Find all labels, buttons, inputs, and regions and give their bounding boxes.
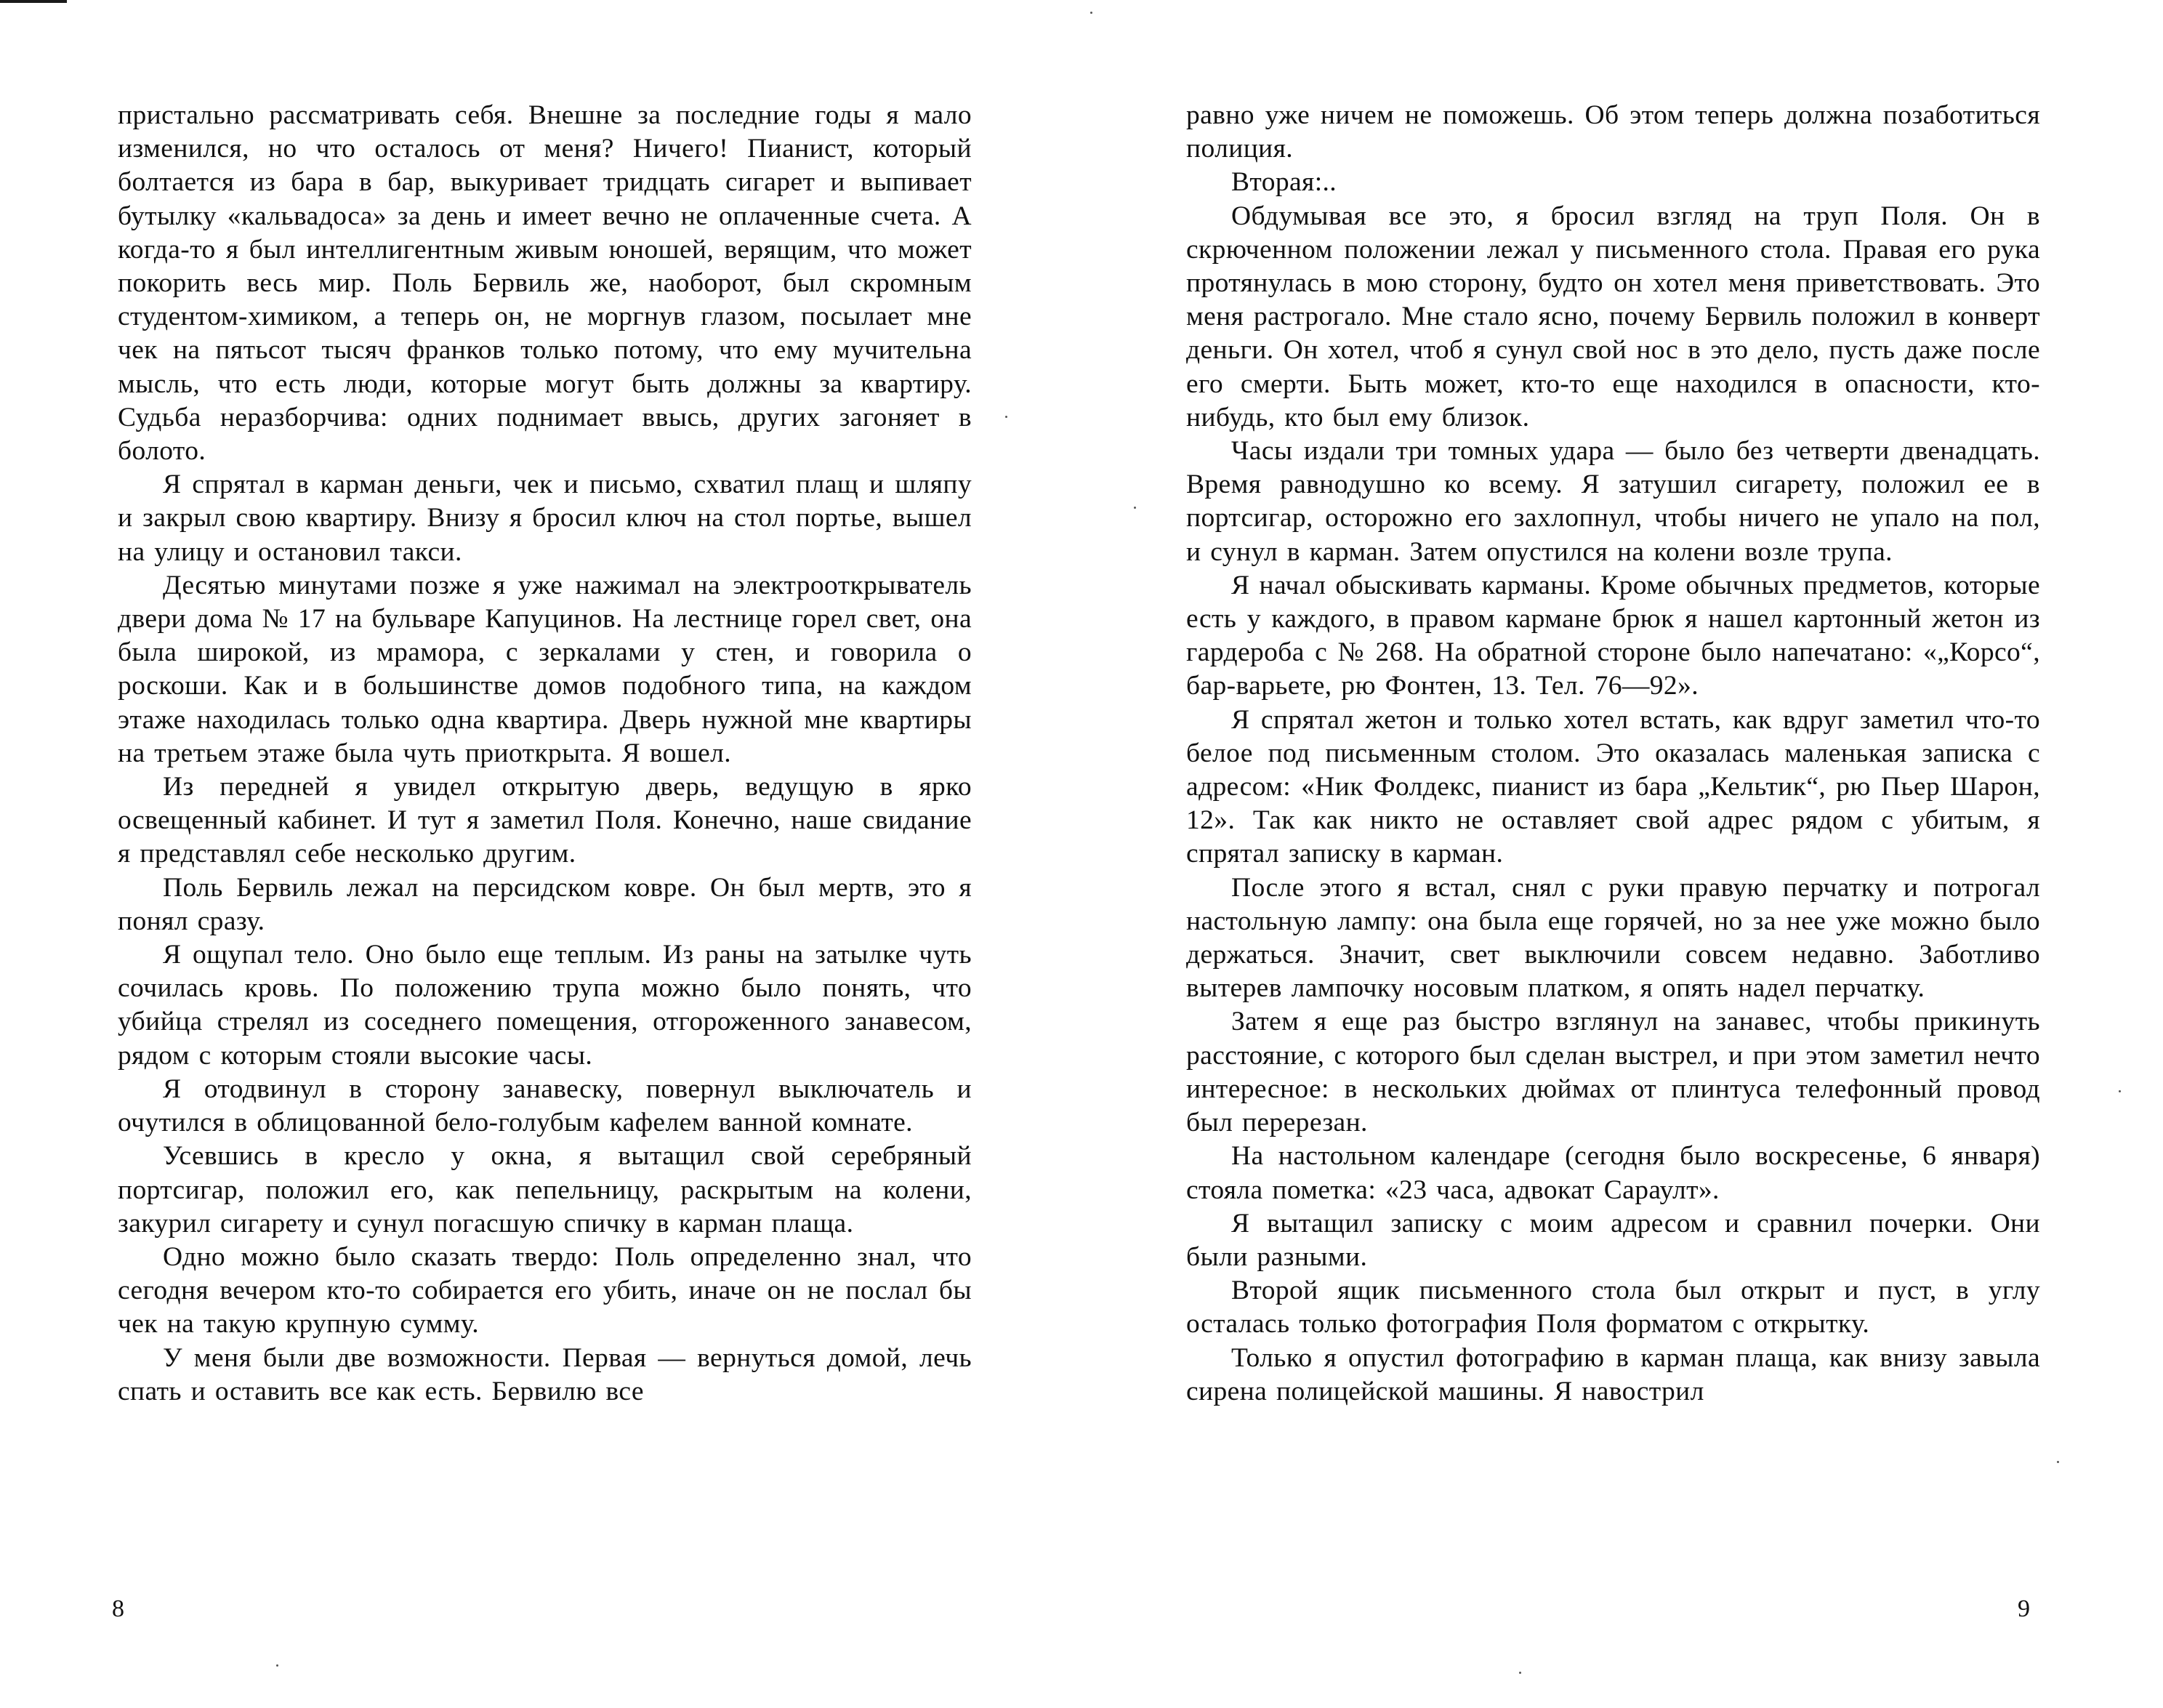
paragraph: Второй ящик письменного стола был открыт и пуст, в углу осталась только фотография Поля форматом с открытку. <box>1186 1276 2040 1340</box>
paragraph: Усевшись в кресло у окна, я вытащил свой серебряный портсигар, положил его, как пепельницу, раскрытым на колени, закурил сигарету и сунул погасшую спичку в карман плаща. <box>118 1141 972 1238</box>
paragraph: Одно можно было сказать твердо: Поль определенно знал, что сегодня вечером кто-то собирается его убить, иначе он не послал бы чек на такую крупную сумму. <box>118 1241 972 1340</box>
paragraph: Я начал обыскивать карманы. Кроме обычных предметов, которые есть у каждого, в правом кармане брюк я нашел картонный жетон из гардероба с № 268. На обратной стороне было напечатано: «„Корсо“, бар-варьете, рю Фонтен, 13. Тел. 76—92». <box>1186 570 2040 701</box>
right-page-body <box>1186 99 2040 1409</box>
paragraph: После этого я встал, снял с руки правую перчатку и потрогал настольную лампу: она была еще горячей, но за нее уже можно было держаться. Значит, свет выключили совсем недавно. Заботливо вытерев лампочку носовым платком, я опять надел перчатку. <box>1186 872 2040 1004</box>
paragraph: Я ощупал тело. Оно было еще теплым. Из раны на затылке чуть сочилась кровь. По положению трупа можно было понять, что убийца стрелял из соседнего помещения, отгороженного занавесом, рядом с которым стояли высокие часы. <box>118 940 972 1071</box>
paragraph: Часы издали три томных удара — было без четверти двенадцать. Время равнодушно ко всему. Я затушил сигарету, положил ее в портсигар, осторожно его захлопнул, чтобы ничего не упало на пол, и сунул в карман. Затем опустился на колени возле трупа. <box>1186 436 2040 567</box>
page-number-left: 8 <box>112 1595 124 1622</box>
scan-edge-mark <box>0 0 67 3</box>
scan-speck <box>276 1664 278 1667</box>
left-page-body <box>118 99 972 1409</box>
scan-speck <box>2057 1461 2059 1463</box>
paragraph: Вторая:.. <box>1231 167 1337 198</box>
scan-speck <box>1134 507 1136 509</box>
scan-speck <box>1090 12 1092 14</box>
scan-speck <box>1519 1672 1521 1674</box>
paragraph: Я спрятал в карман деньги, чек и письмо, схватил плащ и шляпу и закрыл свою квартиру. Внизу я бросил ключ на стол портье, вышел на улицу и остановил такси. <box>118 470 972 567</box>
paragraph: Затем я еще раз быстро взглянул на занавес, чтобы прикинуть расстояние, с которого был сделан выстрел, и при этом заметил нечто интересное: в нескольких дюймах от плинтуса телефонный провод был перерезан. <box>1186 1007 2040 1138</box>
paragraph: Я спрятал жетон и только хотел встать, как вдруг заметил что-то белое под письменным столом. Это оказалась маленькая записка с адресом: «Ник Фолдекс, пианист из бара „Кельтик“, рю Пьер Шарон, 12». Так как никто не оставляет свой адрес рядом с убитым, я спрятал записку в карман. <box>1186 704 2040 869</box>
paragraph: Десятью минутами позже я уже нажимал на электрооткрыватель двери дома № 17 на бульваре Капуцинов. На лестнице горел свет, она была широкой, из мрамора, с зеркалами у стен, и говорила о роскоши. Как и в большинстве домов подобного типа, на каждом этаже находилась только одна квартира. Дверь нужной мне квартиры на третьем этаже была чуть приоткрыта. Я вошел. <box>118 570 972 768</box>
scan-speck <box>1005 416 1007 418</box>
paragraph: равно уже ничем не поможешь. Об этом теперь должна позаботиться полиция. <box>1186 100 2040 164</box>
paragraph: У меня были две возможности. Первая — вернуться домой, лечь спать и оставить все как есть. Бервилю все <box>118 1342 972 1406</box>
paragraph: На настольном календаре (сегодня было воскресенье, 6 января) стояла пометка: «23 часа, адвокат Сараулт». <box>1186 1141 2040 1205</box>
paragraph: Обдумывая все это, я бросил взгляд на труп Поля. Он в скрюченном положении лежал у письменного стола. Правая его рука протянулась в мою сторону, будто он хотел меня приветствовать. Это меня растрогало. Мне стало ясно, почему Бервиль положил в конверт деньги. Он хотел, чтоб я сунул свой нос в это дело, пусть даже после его смерти. Быть может, кто-то еще находился в опасности, кто-нибудь, кто был ему близок. <box>1186 201 2040 432</box>
right-page <box>1186 99 2040 1409</box>
left-page <box>118 99 972 1409</box>
paragraph: Из передней я увидел открытую дверь, ведущую в ярко освещенный кабинет. И тут я заметил Поля. Конечно, наше свидание я представлял себе несколько другим. <box>118 772 972 869</box>
paragraph: Я вытащил записку с моим адресом и сравнил почерки. Они были разными. <box>1186 1208 2040 1272</box>
scan-speck <box>2119 1090 2121 1092</box>
paragraph: Только я опустил фотографию в карман плаща, как внизу завыла сирена полицейской машины. Я навострил <box>1186 1342 2040 1406</box>
page-number-right: 9 <box>2018 1595 2030 1622</box>
paragraph: Поль Бервиль лежал на персидском ковре. Он был мертв, это я понял сразу. <box>118 872 972 936</box>
paragraph: пристально рассматривать себя. Внешне за последние годы я мало изменился, но что осталось от меня? Ничего! Пианист, который болтается из бара в бар, выкуривает тридцать сигарет и выпивает бутылку «кальвадоса» за день и имеет вечно не оплаченные счета. А когда-то я был интеллигентным живым юношей, верящим, что может покорить весь мир. Поль Бервиль же, наоборот, был скромным студентом-химиком, а теперь он, не моргнув глазом, посылает мне чек на пятьсот тысяч франков только потому, что ему мучительна мысль, что есть люди, которые могут быть должны за квартиру. Судьба неразборчива: одних поднимает ввысь, других загоняет в болото. <box>118 100 972 467</box>
paragraph: Я отодвинул в сторону занавеску, повернул выключатель и очутился в облицованной бело-голубым кафелем ванной комнате. <box>118 1073 972 1138</box>
